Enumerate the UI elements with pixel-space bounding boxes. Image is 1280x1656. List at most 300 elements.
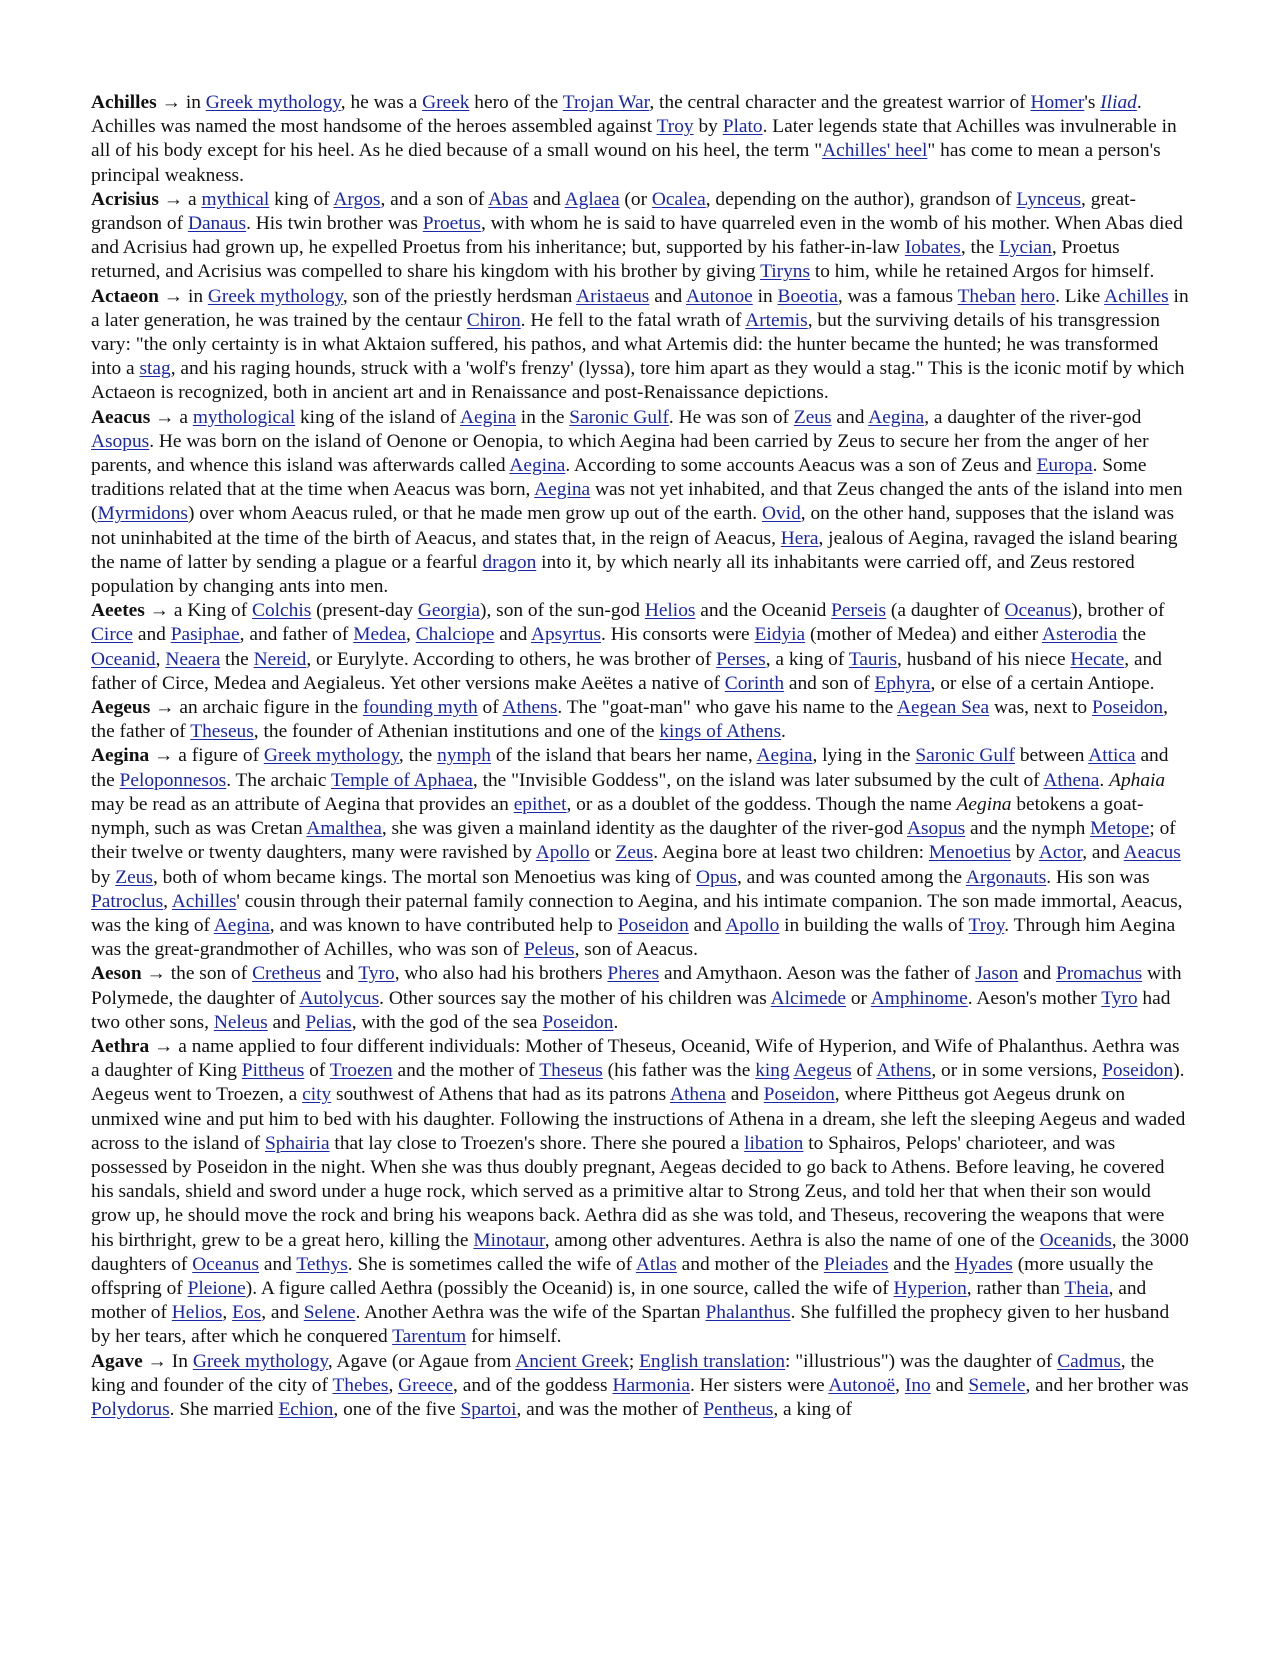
- wiki-link[interactable]: Amalthea: [306, 818, 382, 840]
- entry-text: , and was known to have contributed help to: [269, 914, 618, 936]
- entry-text: , and mother of: [91, 1277, 1147, 1324]
- wiki-link[interactable]: Pasiphae: [170, 624, 240, 646]
- glossary-entry-aegeus: [91, 696, 1191, 744]
- entry-text: with Polymede, the daughter of: [91, 963, 1182, 1009]
- entry-text: and: [649, 285, 686, 307]
- wiki-link[interactable]: Opus: [696, 866, 737, 888]
- wiki-link[interactable]: Jason: [975, 963, 1019, 985]
- wiki-link[interactable]: Polydorus: [91, 1398, 170, 1420]
- entry-text: . His son was: [1046, 866, 1150, 888]
- entry-term: Aeetes: [91, 600, 145, 622]
- wiki-link[interactable]: Argos: [333, 188, 381, 210]
- arrow-right-icon: →: [156, 92, 181, 113]
- entry-text: that lay close to Troezen's shore. There she poured a: [329, 1132, 745, 1154]
- entry-text: . She fulfilled the prophecy given to her husband by her tears, after which he conquered: [91, 1302, 1170, 1348]
- entry-text: ; of their twelve or twenty daughters, many were ravished by: [91, 818, 1176, 864]
- wiki-link[interactable]: Apollo: [725, 914, 780, 936]
- wiki-link[interactable]: Actor: [1038, 842, 1083, 864]
- entry-text: , the: [960, 237, 1000, 259]
- wiki-link[interactable]: Ovid: [761, 503, 801, 525]
- entry-text: and: [725, 1084, 764, 1106]
- wiki-link[interactable]: Eidyia: [754, 624, 806, 646]
- wiki-link[interactable]: Spartoi: [460, 1398, 517, 1420]
- wiki-link[interactable]: Ancient Greek: [515, 1350, 629, 1372]
- wiki-link[interactable]: Atlas: [635, 1253, 677, 1275]
- entry-text: , Agave (or Agaue from: [327, 1350, 516, 1372]
- wiki-link[interactable]: Tiryns: [760, 261, 811, 283]
- glossary-entry-aegina: [91, 744, 1191, 962]
- arrow-right-icon: →: [142, 1350, 167, 1372]
- entry-text: ,: [406, 624, 416, 646]
- wiki-link[interactable]: Poseidon: [763, 1084, 835, 1106]
- wiki-link[interactable]: Ocalea: [651, 188, 706, 210]
- entry-text: and: [528, 188, 565, 210]
- entry-text: ). A figure called Aethra (possibly the Oceanid) is, in one source, called the wife of: [245, 1277, 894, 1299]
- wiki-link[interactable]: Aegeus: [793, 1060, 852, 1082]
- entry-text: " has come to mean a person's principal weakness.: [91, 140, 1161, 186]
- entry-text: In: [166, 1350, 193, 1372]
- entry-text: or: [589, 842, 616, 864]
- wiki-link[interactable]: Saronic Gulf: [569, 406, 669, 428]
- entry-text: and: [259, 1253, 297, 1275]
- arrow-right-icon: →: [158, 188, 184, 210]
- entry-text: ;: [628, 1350, 640, 1372]
- entry-text: . According to some accounts Aeacus was a son of Zeus and: [565, 455, 1037, 477]
- entry-text: , he was a: [340, 92, 423, 113]
- entry-text: . He was born on the island of Oenone or Oenopia, to which Aegina had been carried by Zeus to secure her from the anger of her parents, and whence this island was afterwards called: [91, 430, 1149, 477]
- wiki-link[interactable]: Oceanus: [192, 1253, 259, 1275]
- entry-text: a: [183, 188, 202, 210]
- entry-text: in: [183, 285, 208, 307]
- wiki-link[interactable]: Semele: [968, 1374, 1026, 1396]
- wiki-link[interactable]: Oceanids: [1039, 1229, 1112, 1251]
- arrow-right-icon: →: [149, 745, 174, 767]
- wiki-link[interactable]: Aegina: [868, 406, 925, 428]
- entry-text: ) over whom Aeacus ruled, or that he made men grow up out of the earth.: [187, 503, 762, 525]
- wiki-link[interactable]: libation: [744, 1132, 804, 1154]
- wiki-link[interactable]: Harmonia: [612, 1374, 690, 1396]
- wiki-link[interactable]: dragon: [482, 551, 537, 573]
- wiki-link[interactable]: Sphairia: [264, 1132, 330, 1154]
- entry-text: and: [831, 406, 869, 428]
- entry-text: the: [1117, 624, 1146, 646]
- wiki-link[interactable]: Hera: [780, 527, 819, 549]
- wiki-link[interactable]: Amphinome: [870, 987, 968, 1009]
- entry-text: of: [477, 697, 503, 719]
- wiki-link[interactable]: Theia: [1064, 1277, 1109, 1299]
- wiki-link[interactable]: Troy: [968, 914, 1005, 936]
- wiki-link[interactable]: Pleione: [187, 1277, 246, 1299]
- entry-text: to Sphairos, Pelops' charioteer, and was possessed by Poseidon in the night. When she was thus doubly pregnant, Aegeas decided to go back to Athens. Before leaving, he covered his sandals, shield and sword under a huge rock, which served as a primitive altar to Strong Zeus, and told her that when their son would grow up, he should move the rock and bring his weapons back. Aethra did as she was told, and Theseus, recovering the weapons that were his birthright, grew to be a great hero, killing the: [91, 1132, 1165, 1251]
- entry-text: for himself.: [466, 1326, 562, 1348]
- wiki-link[interactable]: Lynceus: [1016, 188, 1082, 210]
- wiki-link[interactable]: epithet: [513, 793, 567, 815]
- entry-text: and: [494, 624, 531, 646]
- wiki-link[interactable]: Peloponnesos: [119, 769, 227, 791]
- wiki-link[interactable]: Neaera: [165, 648, 221, 670]
- wiki-link[interactable]: Pheres: [607, 963, 660, 985]
- entry-term: Actaeon: [91, 285, 159, 307]
- arrow-right-icon: →: [144, 600, 170, 622]
- entry-text: and: [321, 963, 359, 985]
- wiki-link[interactable]: Nereid: [253, 648, 307, 670]
- entry-text: a: [174, 406, 193, 428]
- glossary-entry-aeacus: [91, 406, 1191, 600]
- wiki-link[interactable]: Aegean Sea: [897, 697, 990, 719]
- wiki-link[interactable]: Temple of Aphaea: [331, 769, 473, 791]
- entry-text: was, next to: [989, 697, 1092, 719]
- wiki-link[interactable]: Hyades: [954, 1253, 1013, 1275]
- entry-text: , and her brother was: [1025, 1374, 1189, 1396]
- entry-text: a King of: [169, 600, 253, 622]
- entry-text: and mother of the: [676, 1253, 824, 1275]
- entry-text: ), brother of: [1071, 600, 1165, 622]
- glossary-entry-acrisius: [91, 188, 1191, 285]
- wiki-link[interactable]: king: [755, 1060, 790, 1082]
- entry-text: . The archaic: [226, 769, 332, 791]
- wiki-link[interactable]: Autolycus: [299, 987, 380, 1009]
- entry-text: by: [693, 116, 723, 138]
- wiki-link[interactable]: Menoetius: [928, 842, 1011, 864]
- entry-text: in: [180, 92, 206, 113]
- entry-text: , on the other hand, supposes that the island was not uninhabited at the time of the birth of Aeacus, and states that, in the reign of Aeacus,: [91, 503, 1174, 549]
- wiki-link[interactable]: Europa: [1036, 455, 1093, 477]
- wiki-link[interactable]: mythological: [192, 406, 296, 428]
- wiki-link[interactable]: Asterodia: [1042, 624, 1118, 646]
- wiki-link[interactable]: Asopus: [91, 430, 150, 452]
- wiki-link[interactable]: Selene: [303, 1302, 356, 1324]
- wiki-link[interactable]: Georgia: [417, 600, 480, 622]
- entry-text: , son of the priestly herdsman: [342, 285, 577, 307]
- wiki-link[interactable]: Artemis: [745, 309, 808, 331]
- wiki-link[interactable]: Iliad: [1100, 92, 1137, 113]
- entry-text: and the mother of: [392, 1060, 540, 1082]
- wiki-link[interactable]: Achilles' heel: [822, 140, 928, 162]
- entry-text: . His consorts were: [601, 624, 755, 646]
- entry-text: , a king of: [773, 1398, 852, 1420]
- wiki-link[interactable]: hero: [1020, 285, 1056, 307]
- entry-text: ,: [222, 1302, 233, 1324]
- entry-text: (or: [619, 188, 652, 210]
- wiki-link[interactable]: Apsyrtus: [530, 624, 601, 646]
- entry-text: . Aeson's mother: [967, 987, 1102, 1009]
- wiki-link[interactable]: Zeus: [115, 866, 153, 888]
- entry-text: into it, by which nearly all its inhabitants were carried off, and Zeus restored population by changing ants into men.: [91, 551, 1135, 598]
- wiki-link[interactable]: mythical: [201, 188, 270, 210]
- entry-term: Agave: [91, 1350, 143, 1372]
- entry-text: : "illustrious") was the daughter of: [785, 1350, 1058, 1372]
- wiki-link[interactable]: Theseus: [539, 1060, 603, 1082]
- wiki-link[interactable]: Saronic Gulf: [915, 745, 1015, 767]
- entry-text: . Other sources say the mother of his children was: [379, 987, 771, 1009]
- entry-text: , great-grandson of: [91, 188, 1136, 235]
- entry-text: of the island that bears her name,: [491, 745, 757, 767]
- entry-text: in a later generation, he was trained by the centaur: [91, 285, 1189, 331]
- wiki-link[interactable]: Achilles: [1104, 285, 1169, 307]
- entry-text: . Aegina bore at least two children:: [653, 842, 929, 864]
- wiki-link[interactable]: Theban: [957, 285, 1016, 307]
- entry-text: ,: [155, 648, 166, 670]
- wiki-link[interactable]: Helios: [644, 600, 696, 622]
- wiki-link[interactable]: founding myth: [362, 697, 478, 719]
- entry-text: , and of the goddess: [453, 1374, 613, 1396]
- wiki-link[interactable]: Aegina: [756, 745, 813, 767]
- document-page: [91, 91, 1191, 1422]
- entry-text: king of: [269, 188, 334, 210]
- entry-text: . Later legends state that Achilles was invulnerable in all of his body except for his heel. As he died because of a small wound on his heel, the term ": [91, 116, 1177, 162]
- entry-text: (mother of Medea) and either: [805, 624, 1043, 646]
- entry-text: . Through him Aegina was the great-grandmother of Achilles, who was son of: [91, 914, 1176, 961]
- entry-text: , she was given a mainland identity as the daughter of the river-god: [381, 818, 907, 840]
- entry-text: , depending on the author), grandson of: [705, 188, 1017, 210]
- wiki-link[interactable]: Myrmidons: [97, 503, 188, 525]
- wiki-link[interactable]: Perseis: [831, 600, 887, 622]
- entry-term: Aeson: [91, 963, 142, 985]
- wiki-link[interactable]: Oceanus: [1004, 600, 1072, 622]
- wiki-link[interactable]: Pelias: [305, 1011, 352, 1033]
- entry-text: or: [846, 987, 871, 1009]
- wiki-link[interactable]: Athena: [669, 1084, 726, 1106]
- wiki-link[interactable]: Greece: [398, 1374, 454, 1396]
- wiki-link[interactable]: Aegina: [509, 455, 566, 477]
- entry-text: Aphaia: [1109, 769, 1166, 791]
- wiki-link[interactable]: Greek mythology: [263, 745, 399, 767]
- wiki-link[interactable]: Plato: [722, 116, 763, 138]
- wiki-link[interactable]: Greek mythology: [205, 92, 341, 113]
- wiki-link[interactable]: Tarentum: [392, 1326, 467, 1348]
- wiki-link[interactable]: Eos: [232, 1302, 262, 1324]
- wiki-link[interactable]: Colchis: [252, 600, 312, 622]
- entry-text: . The "goat-man" who gave his name to the: [557, 697, 898, 719]
- wiki-link[interactable]: Greek: [422, 92, 470, 113]
- entry-text: , where Pittheus got Aegeus drunk on unmixed wine and put him to bed with his daughter. Following the instructions of Athena in a dream, she left the sleeping Aegeus and waded across to the island of: [91, 1084, 1186, 1154]
- wiki-link[interactable]: Zeus: [615, 842, 654, 864]
- wiki-link[interactable]: English translation: [639, 1350, 786, 1372]
- entry-text: in: [752, 285, 778, 307]
- wiki-link[interactable]: Peleus: [523, 939, 575, 961]
- wiki-link[interactable]: Thebes: [332, 1374, 389, 1396]
- wiki-link[interactable]: Alcimede: [770, 987, 847, 1009]
- entry-text: , and was the mother of: [516, 1398, 704, 1420]
- wiki-link[interactable]: Aeacus: [1123, 842, 1181, 864]
- entry-text: and son of: [784, 672, 875, 694]
- wiki-link[interactable]: Corinth: [724, 672, 785, 694]
- entry-text: in the: [515, 406, 570, 428]
- wiki-link[interactable]: Oceanid: [91, 648, 156, 670]
- entry-text: may be read as an attribute of Aegina that provides an: [91, 793, 514, 815]
- entry-term: Aethra: [91, 1035, 150, 1057]
- wiki-link[interactable]: Autonoe: [685, 285, 753, 307]
- wiki-link[interactable]: Ephyra: [874, 672, 931, 694]
- wiki-link[interactable]: Promachus: [1056, 963, 1143, 985]
- entry-text: . He was son of: [668, 406, 794, 428]
- glossary-entry-aeson: [91, 962, 1191, 1035]
- wiki-link[interactable]: Attica: [1088, 745, 1136, 767]
- wiki-link[interactable]: Homer: [1030, 92, 1085, 113]
- wiki-link[interactable]: Theseus: [190, 721, 254, 743]
- wiki-link[interactable]: kings of Athens: [659, 721, 782, 743]
- entry-text: ,: [388, 1374, 399, 1396]
- wiki-link[interactable]: Pentheus: [703, 1398, 774, 1420]
- wiki-link[interactable]: Athena: [1043, 769, 1100, 791]
- wiki-link[interactable]: Tyro: [1101, 987, 1138, 1009]
- entry-text: southwest of Athens that had as its patrons: [331, 1084, 670, 1106]
- wiki-link[interactable]: Trojan War: [562, 92, 650, 113]
- wiki-link[interactable]: Minotaur: [473, 1229, 545, 1251]
- wiki-link[interactable]: Perses: [716, 648, 766, 670]
- glossary-entry-achilles: [91, 91, 1191, 188]
- wiki-link[interactable]: Circe: [91, 624, 133, 646]
- wiki-link[interactable]: Pittheus: [241, 1060, 305, 1082]
- wiki-link[interactable]: Iobates: [904, 237, 961, 259]
- wiki-link[interactable]: Poseidon: [1102, 1060, 1174, 1082]
- entry-text: (present-day: [311, 600, 418, 622]
- entry-text: , one of the five: [333, 1398, 461, 1420]
- entry-text: and the Oceanid: [695, 600, 832, 622]
- wiki-link[interactable]: Autonoë: [828, 1374, 896, 1396]
- wiki-link[interactable]: Medea: [353, 624, 407, 646]
- arrow-right-icon: →: [150, 697, 175, 719]
- entry-text: , son of Aeacus.: [574, 939, 698, 961]
- wiki-link[interactable]: nymph: [437, 745, 491, 767]
- entry-text: . Her sisters were: [689, 1374, 829, 1396]
- entry-text: a name applied to four different individuals: Mother of Theseus, Oceanid, Wife of Hyperion, and Wife of Phalanthus. Aethra was a daughter of King: [91, 1035, 1180, 1082]
- entry-text: and Amythaon. Aeson was the father of: [659, 963, 976, 985]
- wiki-link[interactable]: Hecate: [1070, 648, 1125, 670]
- entry-text: , who also had his brothers: [394, 963, 608, 985]
- entry-text: hero of the: [469, 92, 563, 113]
- entry-text: and: [1018, 963, 1057, 985]
- entry-text: , a king of: [765, 648, 849, 670]
- entry-text: , or as a doublet of the goddess. Though the name: [566, 793, 957, 815]
- entry-term: Aegina: [91, 745, 150, 767]
- wiki-link[interactable]: Aegina: [213, 914, 270, 936]
- wiki-link[interactable]: Apollo: [535, 842, 590, 864]
- entry-text: , and: [261, 1302, 304, 1324]
- entry-text: ,: [895, 1374, 905, 1396]
- wiki-link[interactable]: Tauris: [848, 648, 898, 670]
- wiki-link[interactable]: Danaus: [187, 213, 247, 235]
- wiki-link[interactable]: Boeotia: [777, 285, 838, 307]
- wiki-link[interactable]: Chalciope: [415, 624, 495, 646]
- entry-text: , the father of: [91, 697, 1168, 743]
- wiki-link[interactable]: Tyro: [358, 963, 395, 985]
- wiki-link[interactable]: Poseidon: [542, 1011, 614, 1033]
- entry-text: and the: [91, 745, 1169, 791]
- entry-text: , a daughter of the river-god: [924, 406, 1142, 428]
- wiki-link[interactable]: Zeus: [793, 406, 832, 428]
- entry-term: Achilles: [91, 92, 157, 113]
- entry-text: , but the surviving details of his transgression vary: "the only certainty is in what Aktaion suffered, his pathos, and what Artemis did: the hunter became the hunted; he was transformed into a: [91, 309, 1160, 380]
- wiki-link[interactable]: Hyperion: [893, 1277, 967, 1299]
- wiki-link[interactable]: Proetus: [422, 213, 481, 235]
- wiki-link[interactable]: Athens: [876, 1060, 932, 1082]
- entry-term: Acrisius: [91, 188, 159, 210]
- wiki-link[interactable]: Troezen: [329, 1060, 393, 1082]
- wiki-link[interactable]: Poseidon: [1091, 697, 1164, 719]
- arrow-right-icon: →: [141, 963, 166, 985]
- entry-text: an archaic figure in the: [174, 697, 363, 719]
- wiki-link[interactable]: Phalanthus: [705, 1302, 791, 1324]
- wiki-link[interactable]: Argonauts: [965, 866, 1047, 888]
- glossary-entry-aethra: [91, 1035, 1191, 1350]
- entry-text: , and his raging hounds, struck with a 'wolf's frenzy' (lyssa), tore him apart as they would a stag." This is the iconic motif by which Actaeon is recognized, both in ancient art and in Renaissance and post-Renaissance depictions.: [91, 358, 1185, 404]
- entry-text: the son of: [165, 963, 253, 985]
- wiki-link[interactable]: Metope: [1090, 818, 1150, 840]
- entry-text: and: [930, 1374, 969, 1396]
- entry-text: and: [133, 624, 171, 646]
- wiki-link[interactable]: Lycian: [999, 237, 1052, 259]
- entry-text: .: [613, 1011, 619, 1033]
- entry-text: had two other sons,: [91, 987, 1171, 1033]
- wiki-link[interactable]: Tethys: [296, 1253, 348, 1275]
- wiki-link[interactable]: Cretheus: [252, 963, 321, 985]
- entry-text: ). Aegeus went to Troezen, a: [91, 1060, 1185, 1106]
- entry-text: . Achilles was named the most handsome of the heroes assembled against: [91, 92, 1142, 138]
- entry-text: betokens a goat-nymph, such as was Cretan: [91, 793, 1144, 840]
- wiki-link[interactable]: Asopus: [906, 818, 966, 840]
- entry-text: (more usually the offspring of: [91, 1253, 1154, 1299]
- entry-text: . She is sometimes called the wife of: [347, 1253, 636, 1275]
- wiki-link[interactable]: Aegina: [534, 479, 591, 501]
- wiki-link[interactable]: Neleus: [213, 1011, 268, 1033]
- wiki-link[interactable]: Greek mythology: [207, 285, 343, 307]
- entry-text: , the 3000 daughters of: [91, 1229, 1189, 1275]
- wiki-link[interactable]: Aristaeus: [576, 285, 650, 307]
- wiki-link[interactable]: Patroclus: [91, 890, 164, 912]
- entry-term: Aeacus: [91, 406, 151, 428]
- entry-text: , Proetus returned, and Acrisius was compelled to share his kingdom with his brother by giving: [91, 237, 1120, 283]
- wiki-link[interactable]: Echion: [278, 1398, 334, 1420]
- entry-text: . She married: [169, 1398, 279, 1420]
- entry-text: , or else of a certain Antiope.: [930, 672, 1155, 694]
- entry-text: , and father of: [239, 624, 354, 646]
- wiki-link[interactable]: Chiron: [466, 309, 521, 331]
- entry-text: in building the walls of: [779, 914, 969, 936]
- entry-text: the: [220, 648, 254, 670]
- entry-text: , among other adventures. Aethra is also the name of one of the: [544, 1229, 1040, 1251]
- wiki-link[interactable]: Aglaea: [564, 188, 620, 210]
- wiki-link[interactable]: Helios: [171, 1302, 223, 1324]
- wiki-link[interactable]: Athens: [502, 697, 558, 719]
- entry-text: and: [688, 914, 726, 936]
- entry-text: ,: [163, 890, 172, 912]
- entry-text: (a daughter of: [886, 600, 1005, 622]
- entry-text: was not yet inhabited, and that Zeus changed the ants of the island into men (: [91, 479, 1183, 525]
- entry-text: by: [1010, 842, 1039, 864]
- wiki-link[interactable]: Greek mythology: [192, 1350, 328, 1372]
- wiki-link[interactable]: Pleiades: [823, 1253, 889, 1275]
- wiki-link[interactable]: Abas: [488, 188, 529, 210]
- wiki-link[interactable]: Cadmus: [1057, 1350, 1121, 1372]
- entry-text: , or Eurylyte. According to others, he was brother of: [306, 648, 717, 670]
- entry-text: , jealous of Aegina, ravaged the island bearing the name of latter by sending a plague or a fearful: [91, 527, 1178, 573]
- wiki-link[interactable]: Poseidon: [617, 914, 689, 936]
- wiki-link[interactable]: stag: [139, 358, 171, 380]
- entry-text: , rather than: [966, 1277, 1065, 1299]
- entry-text: .: [1099, 769, 1110, 791]
- wiki-link[interactable]: Troy: [656, 116, 694, 138]
- arrow-right-icon: →: [158, 285, 184, 307]
- entry-text: , the founder of Athenian institutions and one of the: [253, 721, 660, 743]
- entry-text: . Some traditions related that at the time when Aeacus was born,: [91, 455, 1147, 501]
- arrow-right-icon: →: [149, 1035, 174, 1057]
- wiki-link[interactable]: Achilles: [171, 890, 237, 912]
- entry-text: . Like: [1055, 285, 1105, 307]
- wiki-link[interactable]: Aegina: [459, 406, 516, 428]
- wiki-link[interactable]: Ino: [904, 1374, 931, 1396]
- wiki-link[interactable]: city: [302, 1084, 332, 1106]
